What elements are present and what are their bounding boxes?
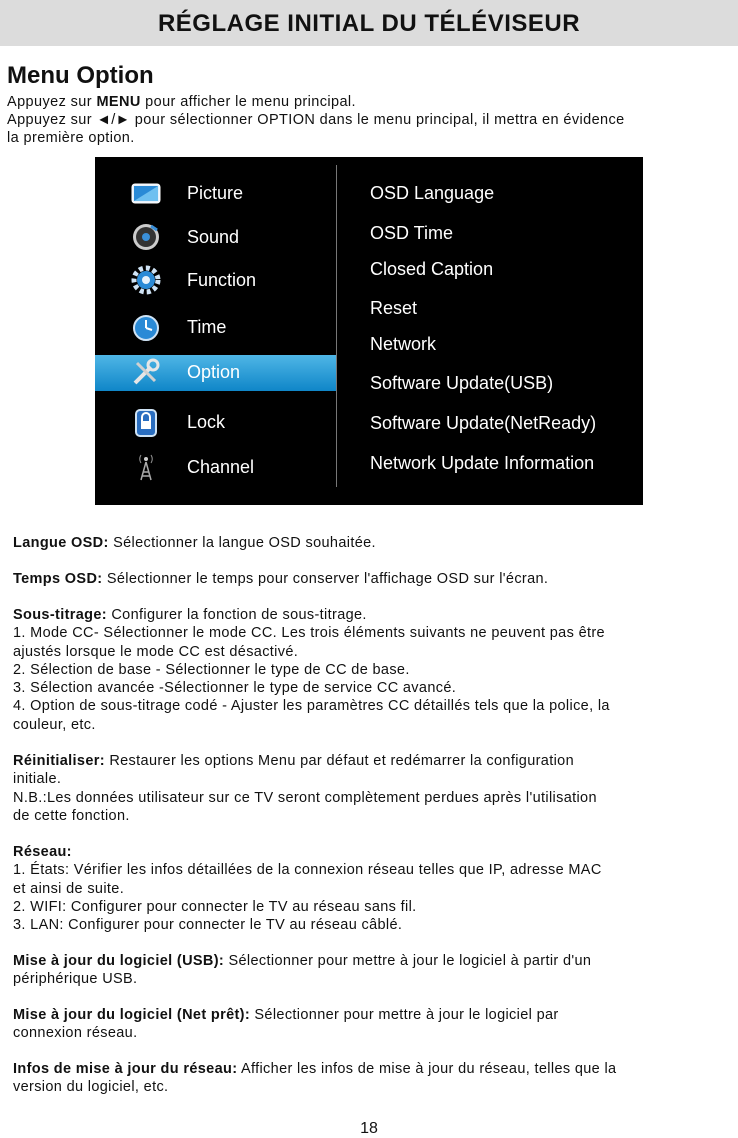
desc-line: 3. LAN: Configurer pour connecter le TV au réseau câblé. <box>13 917 403 934</box>
menu-key-label: MENU <box>96 94 141 110</box>
desc-text: Sélectionner la langue OSD souhaitée. <box>108 535 376 551</box>
intro-text: Appuyez sur <box>7 112 97 128</box>
desc-line: couleur, etc. <box>13 716 96 733</box>
desc-line: version du logiciel, etc. <box>13 1079 169 1096</box>
desc-reseau <box>13 843 713 934</box>
tv-menu-label: Lock <box>187 412 226 432</box>
desc-term: Temps OSD: <box>13 571 103 587</box>
intro-line-2 <box>7 111 727 129</box>
intro-text: pour sélectionner OPTION dans le menu principal, il mettra en évidence <box>130 112 625 128</box>
desc-term: Langue OSD: <box>13 535 109 551</box>
intro-text: pour afficher le menu principal. <box>140 94 356 110</box>
tv-menu-label: Channel <box>187 457 255 477</box>
desc-line: 3. Sélection avancée -Sélectionner le type de service CC avancé. <box>13 680 457 697</box>
option-osd-language[interactable]: OSD Language <box>370 183 495 203</box>
desc-heading-line <box>13 1006 713 1024</box>
tv-menu-item-channel[interactable] <box>95 450 336 486</box>
arrow-keys-icon: ◄/► <box>96 112 131 128</box>
desc-line: initiale. <box>13 771 62 788</box>
tv-menu-label: Option <box>187 362 241 382</box>
desc-line: ajustés lorsque le mode CC est désactivé. <box>13 643 299 660</box>
desc-sous-titrage <box>13 606 713 734</box>
option-osd-time[interactable]: OSD Time <box>370 223 454 243</box>
desc-line: 1. États: Vérifier les infos détaillées de la connexion réseau telles que IP, adresse MAC <box>13 862 602 879</box>
desc-line: et ainsi de suite. <box>13 880 125 897</box>
intro-line-1 <box>7 93 727 111</box>
option-reset[interactable]: Reset <box>370 298 418 318</box>
function-icon <box>131 265 161 295</box>
desc-line: connexion réseau. <box>13 1025 138 1042</box>
desc-maj-net <box>13 1006 713 1043</box>
tv-menu-label: Function <box>187 270 257 290</box>
tv-menu-item-option[interactable] <box>95 355 336 391</box>
desc-maj-usb <box>13 952 713 989</box>
desc-heading-line <box>13 1060 713 1078</box>
desc-infos-maj <box>13 1060 713 1097</box>
tv-menu-label: Sound <box>187 227 240 247</box>
tv-menu-item-sound[interactable] <box>95 220 336 256</box>
desc-term: Réseau: <box>13 844 72 860</box>
page-header-title: RÉGLAGE INITIAL DU TÉLÉVISEUR <box>157 10 581 37</box>
desc-text: Restaurer les options Menu par défaut et redémarrer la configuration <box>104 753 574 769</box>
option-network-update-info[interactable]: Network Update Information <box>370 453 595 473</box>
desc-heading-line <box>13 952 713 970</box>
desc-line: périphérique USB. <box>13 971 138 988</box>
tv-menu-label: Picture <box>187 183 244 203</box>
desc-langue-osd <box>13 534 713 552</box>
desc-text: Configurer la fonction de sous-titrage. <box>106 607 367 623</box>
channel-icon <box>131 452 161 482</box>
time-icon <box>131 312 161 342</box>
desc-term: Infos de mise à jour du réseau: <box>13 1061 238 1077</box>
option-icon <box>131 357 161 387</box>
option-network[interactable]: Network <box>370 334 437 354</box>
tv-menu-label: Time <box>187 317 227 337</box>
intro-text: Appuyez sur <box>7 94 97 110</box>
desc-text: Afficher les infos de mise à jour du réseau, telles que la <box>237 1061 617 1077</box>
option-software-update-netready[interactable]: Software Update(NetReady) <box>370 413 597 433</box>
desc-line: 1. Mode CC- Sélectionner le mode CC. Les trois éléments suivants ne peuvent pas être <box>13 625 605 642</box>
desc-line: N.B.:Les données utilisateur sur ce TV seront complètement perdues après l'utilisation <box>13 789 597 806</box>
desc-heading-line <box>13 606 713 624</box>
desc-line: 2. WIFI: Configurer pour connecter le TV au réseau sans fil. <box>13 898 417 915</box>
option-software-update-usb[interactable]: Software Update(USB) <box>370 373 554 393</box>
tv-menu-item-time[interactable] <box>95 310 336 346</box>
desc-temps-osd <box>13 570 713 588</box>
intro-line-3: la première option. <box>7 130 135 146</box>
desc-term: Réinitialiser: <box>13 753 105 769</box>
section-title: Menu Option <box>7 62 154 89</box>
desc-text: Sélectionner le temps pour conserver l'affichage OSD sur l'écran. <box>102 571 549 587</box>
desc-reinitialiser <box>13 752 713 825</box>
tv-menu-screenshot <box>95 157 643 505</box>
desc-heading-line <box>13 843 713 861</box>
desc-text: Sélectionner pour mettre à jour le logiciel à partir d'un <box>224 953 592 969</box>
desc-term: Mise à jour du logiciel (Net prêt): <box>13 1007 251 1023</box>
picture-icon <box>131 178 161 208</box>
sound-icon <box>131 222 161 252</box>
desc-term: Mise à jour du logiciel (USB): <box>13 953 225 969</box>
desc-term: Sous-titrage: <box>13 607 107 623</box>
tv-menu-item-picture[interactable] <box>95 176 336 212</box>
tv-menu-item-function[interactable] <box>95 263 336 299</box>
desc-text: Sélectionner pour mettre à jour le logiciel par <box>250 1007 559 1023</box>
desc-line: de cette fonction. <box>13 807 130 824</box>
desc-line: 2. Sélection de base - Sélectionner le type de CC de base. <box>13 661 410 678</box>
desc-line: 4. Option de sous-titrage codé - Ajuster les paramètres CC détaillés tels que la police, la <box>13 698 610 715</box>
option-closed-caption[interactable]: Closed Caption <box>370 259 494 279</box>
lock-icon <box>131 407 161 437</box>
menu-divider <box>336 165 337 487</box>
tv-menu-item-lock[interactable] <box>95 405 336 441</box>
page-number: 18 <box>360 1120 378 1137</box>
desc-heading-line <box>13 752 713 770</box>
